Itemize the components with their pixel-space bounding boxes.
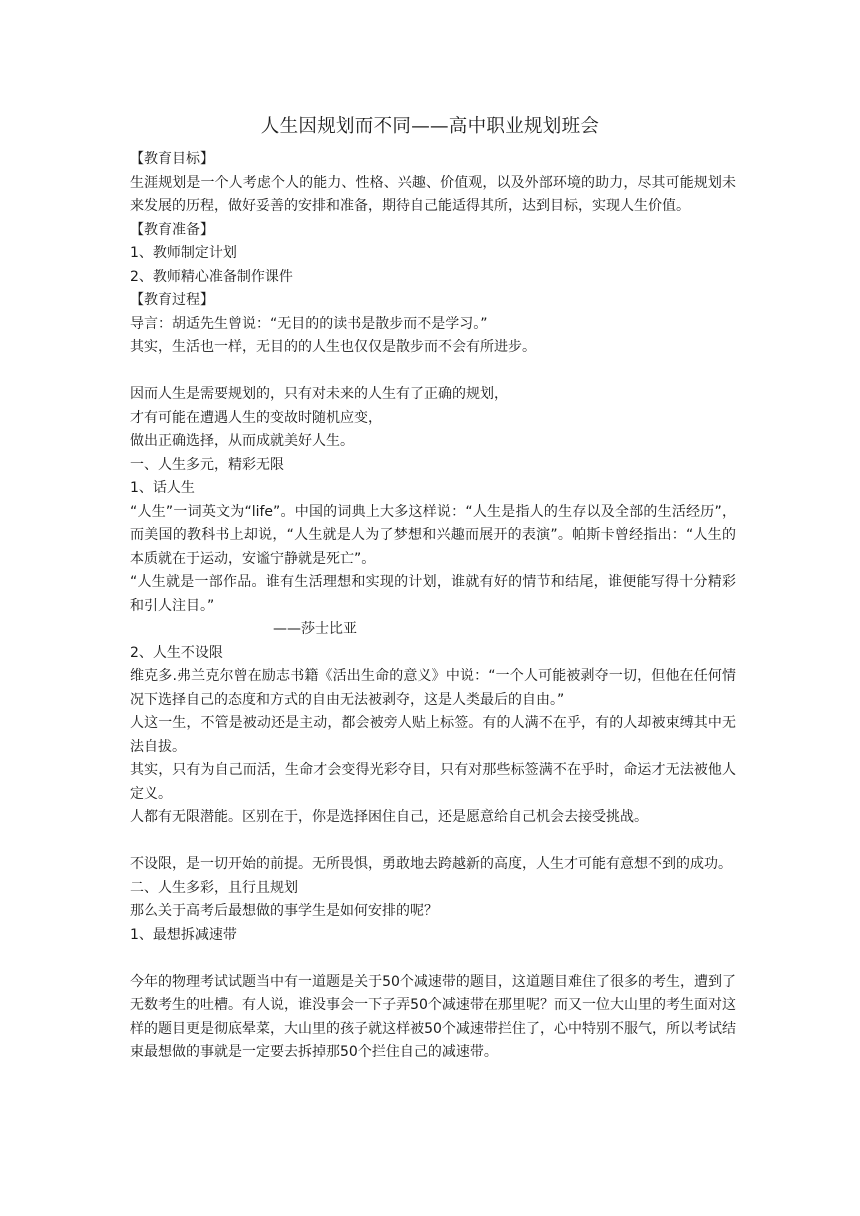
paragraph-introduction: 导言：胡适先生曾说：“无目的的读书是散步而不是学习。”: [130, 315, 488, 332]
prep-item-2: 2、教师精心准备制作课件: [130, 268, 293, 285]
subheading-talk-about-life: 1、话人生: [130, 480, 195, 496]
quote-shakespeare: “人生就是一部作品。谁有生活理想和实现的计划，谁就有好的情节和结尾，谁便能写得十分精彩和引人注目。”: [130, 574, 736, 614]
heading-education-process: 【教育过程】: [130, 292, 214, 308]
paragraph-life-definition: “人生”一词英文为“life”。中国的词典上大多这样说：“人生是指人的生存以及全部的生活经历”，而美国的教科书上却说，“人生就是人为了梦想和兴趣而展开的表演”。帕斯卡曾经指出：“人生的本质就在于运动，安谧宁静就是死亡”。: [130, 503, 736, 567]
paragraph-frankl-quote: 维克多.弗兰克尔曾在励志书籍《活出生命的意义》中说：“一个人可能被剥夺一切，但他在任何情况下选择自己的态度和方式的自由无法被剥夺，这是人类最后的自由。”: [130, 668, 736, 708]
prep-item-1: 1、教师制定计划: [130, 245, 237, 261]
paragraph-labels: 人这一生，不管是被动还是主动，都会被旁人贴上标签。有的人满不在乎，有的人却被束缚其中无法自拔。: [130, 715, 736, 755]
paragraph-live-for-self: 其实，只有为自己而活，生命才会变得光彩夺目，只有对那些标签满不在乎时，命运才无法被他人定义。: [130, 762, 736, 802]
paragraph-adapt-to-change: 才有可能在遭遇人生的变故时随机应变，: [130, 409, 382, 426]
document-body: [130, 148, 736, 1065]
heading-education-goal: 【教育目标】: [130, 151, 214, 167]
paragraph-physics-exam-story: 今年的物理考试试题当中有一道题是关于50个减速带的题目，这道题目难住了很多的考生，遭到了无数考生的吐槽。有人说，谁没事会一下子弄50个减速带在那里呢？而又一位大山里的考生面对这样的题目更是彻底晕菜，大山里的孩子就这样被50个减速带拦住了，心中特别不服气，所以考试结束最想做的事就是一定要去拆掉那50个拦住自己的减速带。: [130, 973, 736, 1060]
paragraph-career-planning-definition: 生涯规划是一个人考虑个人的能力、性格、兴趣、价值观，以及外部环境的助力，尽其可能规划未来发展的历程，做好妥善的安排和准备，期待自己能适得其所，达到目标，实现人生价值。: [130, 174, 736, 214]
heading-education-preparation: 【教育准备】: [130, 221, 214, 238]
blank-line: [130, 947, 736, 971]
paragraph-life-similar: 其实，生活也一样，无目的的人生也仅仅是散步而不会有所进步。: [130, 339, 536, 355]
paragraph-question: 那么关于高考后最想做的事学生是如何安排的呢？: [130, 903, 438, 919]
subheading-speed-bumps: 1、最想拆减速带: [130, 926, 237, 943]
blank-line: [130, 830, 736, 854]
document-title: 人生因规划而不同——高中职业规划班会: [260, 116, 600, 137]
blank-line: [130, 360, 736, 384]
paragraph-right-choice: 做出正确选择，从而成就美好人生。: [130, 433, 354, 449]
section-heading-2: 二、人生多彩，且行且规划: [130, 879, 298, 896]
section-heading-1: 一、人生多元，精彩无限: [130, 456, 284, 473]
paragraph-unlimited-potential: 人都有无限潜能。区别在于，你是选择困住自己，还是愿意给自己机会去接受挑战。: [130, 809, 648, 825]
subheading-life-unlimited: 2、人生不设限: [130, 644, 223, 661]
quote-attribution: ——莎士比亚: [273, 621, 357, 637]
paragraph-no-limits: 不设限，是一切开始的前提。无所畏惧，勇敢地去跨越新的高度，人生才可能有意想不到的成功。: [130, 856, 732, 872]
paragraph-life-needs-planning: 因而人生是需要规划的，只有对未来的人生有了正确的规划，: [130, 386, 508, 402]
